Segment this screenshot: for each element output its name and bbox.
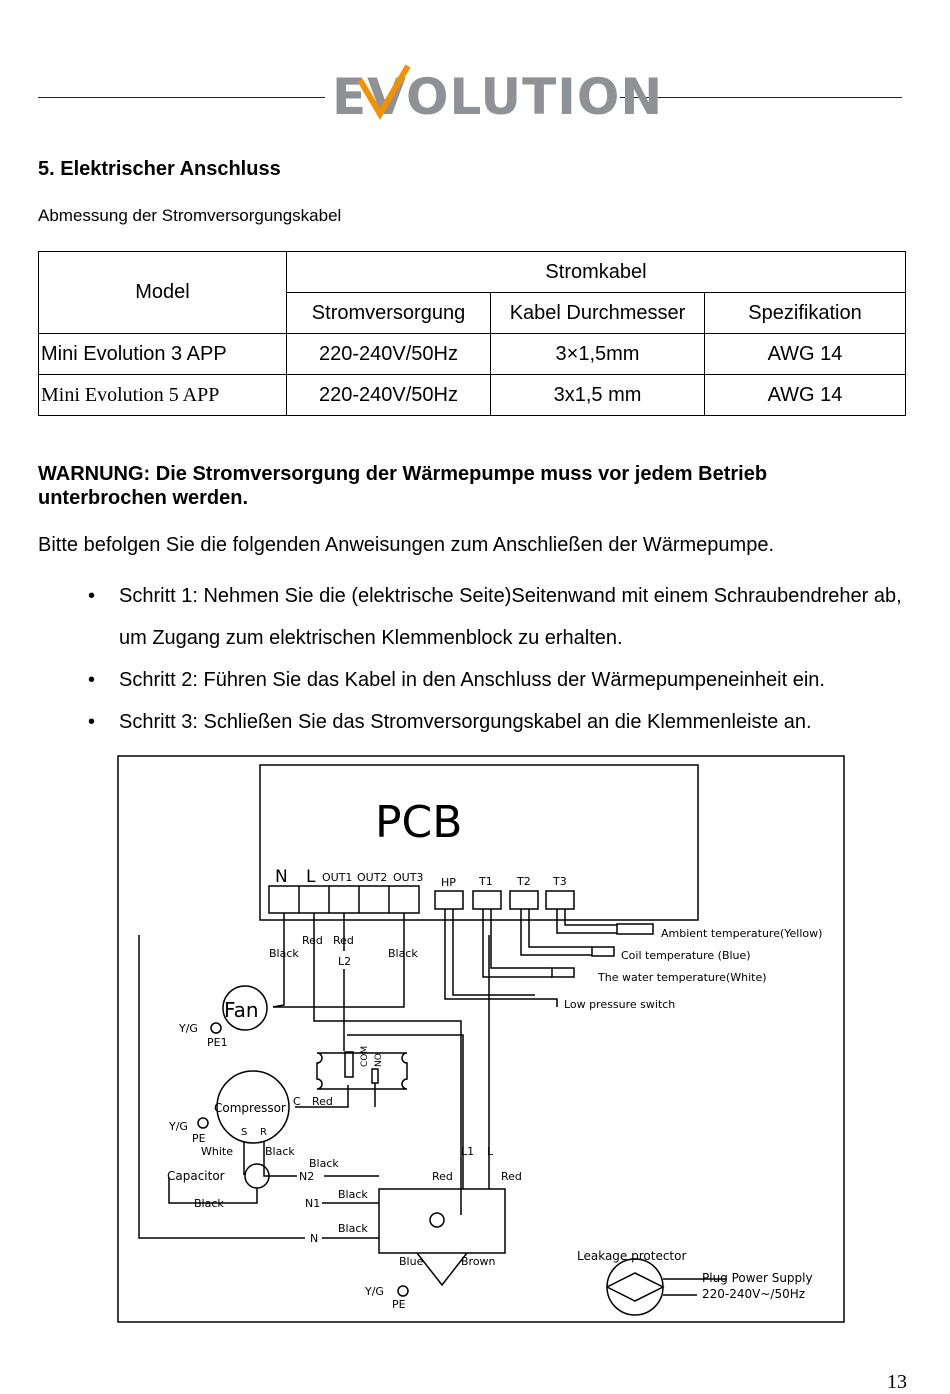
table-row xyxy=(39,375,906,416)
red-label: Red xyxy=(432,1170,453,1183)
pe1-label: PE1 xyxy=(207,1036,228,1049)
leakage-protector-box xyxy=(379,1189,505,1253)
l1-label: L1 xyxy=(461,1145,475,1158)
yg-label: Y/G xyxy=(169,1120,188,1133)
page-number: 13 xyxy=(887,1371,907,1393)
ground-icon xyxy=(398,1286,408,1296)
white-label: White xyxy=(201,1145,233,1158)
pe-label: PE xyxy=(392,1298,406,1311)
list-item xyxy=(88,701,918,743)
black-label: Black xyxy=(338,1222,368,1235)
red-label: Red xyxy=(501,1170,522,1183)
n-label: N xyxy=(275,867,288,887)
coil-sensor xyxy=(592,947,614,956)
section-title: 5. Elektrischer Anschluss xyxy=(38,158,281,180)
com-label: COM xyxy=(360,1045,370,1067)
steps-list xyxy=(88,575,918,743)
model-cell: Mini Evolution 3 APP xyxy=(39,334,287,375)
diameter-cell: 3×1,5mm xyxy=(491,334,705,375)
model-cell: Mini Evolution 5 APP xyxy=(39,375,287,416)
logo-text: EVOLUTION xyxy=(332,68,664,126)
c-label: C xyxy=(293,1095,301,1108)
ambient-label: Ambient temperature(Yellow) xyxy=(661,927,823,940)
capacitor-label: Capacitor xyxy=(167,1169,225,1183)
out3-label: OUT3 xyxy=(393,871,424,884)
model-header: Model xyxy=(39,252,287,334)
blue-label: Blue xyxy=(399,1255,424,1268)
ambient-sensor xyxy=(617,924,653,934)
yg-label: Y/G xyxy=(179,1022,198,1035)
step-text: Schritt 2: Führen Sie das Kabel in den Anschluss der Wärmepumpeneinheit ein. xyxy=(119,669,825,691)
header-rule-left xyxy=(38,97,325,98)
black-label: Black xyxy=(309,1157,339,1170)
n1-label: N1 xyxy=(305,1197,321,1210)
diameter-cell: 3x1,5 mm xyxy=(491,375,705,416)
cable-spec-table xyxy=(38,251,906,416)
test-button-icon xyxy=(430,1213,444,1227)
list-item xyxy=(88,659,918,701)
coil-label: Coil temperature (Blue) xyxy=(621,949,751,962)
t3-connector xyxy=(546,891,574,909)
table-row xyxy=(39,334,906,375)
bullet: • xyxy=(88,711,96,733)
relay-no-contact xyxy=(372,1069,378,1083)
column-header: Kabel Durchmesser xyxy=(491,293,705,334)
red-label: Red xyxy=(333,934,354,947)
black-label: Black xyxy=(194,1197,224,1210)
terminal-block xyxy=(269,886,419,913)
list-item xyxy=(88,575,918,659)
supply-cell: 220-240V/50Hz xyxy=(287,334,491,375)
plug-icon xyxy=(607,1259,663,1315)
plug-label: Plug Power Supply xyxy=(702,1271,813,1285)
l2-label: L2 xyxy=(338,955,352,968)
t1-label: T1 xyxy=(479,875,493,888)
t3-label: T3 xyxy=(553,875,567,888)
warning-text: WARNUNG: Die Stromversorgung der Wärmepumpe muss vor jedem Betrieb unterbrochen werden. xyxy=(38,463,768,509)
step-text: Schritt 3: Schließen Sie das Stromversorgungskabel an die Klemmenleiste an. xyxy=(119,711,812,733)
compressor-label: Compressor xyxy=(214,1101,286,1115)
l-label: L xyxy=(487,1145,494,1158)
intro-text: Bitte befolgen Sie die folgenden Anweisungen zum Anschließen der Wärmepumpe. xyxy=(38,534,775,556)
column-header: Stromversorgung xyxy=(287,293,491,334)
t2-label: T2 xyxy=(517,875,531,888)
black-label: Black xyxy=(269,947,299,960)
yg-label: Y/G xyxy=(365,1285,384,1298)
bullet: • xyxy=(88,585,96,607)
water-label: The water temperature(White) xyxy=(598,971,767,984)
hp-label: HP xyxy=(441,876,456,889)
column-header: Spezifikation xyxy=(705,293,906,334)
black-label: Black xyxy=(338,1188,368,1201)
supply-cell: 220-240V/50Hz xyxy=(287,375,491,416)
pcb-label: PCB xyxy=(375,797,463,848)
table-header-row xyxy=(39,252,906,293)
red-label: Red xyxy=(312,1095,333,1108)
no-label: NO xyxy=(374,1053,384,1067)
black-label: Black xyxy=(388,947,418,960)
t1-connector xyxy=(473,891,501,909)
step-text: Schritt 1: Nehmen Sie die (elektrische Seite)Seitenwand mit einem Schraubendreher ab, um Zugang zum elektrischen Klemmenblock zu erhalten. xyxy=(119,585,902,649)
leakage-label: Leakage protector xyxy=(577,1249,687,1263)
brown-label: Brown xyxy=(461,1255,496,1268)
relay-com-contact xyxy=(345,1052,353,1077)
out1-label: OUT1 xyxy=(322,871,353,884)
evolution-logo xyxy=(332,62,664,126)
wiring-diagram xyxy=(117,755,845,1323)
black-label: Black xyxy=(265,1145,295,1158)
water-sensor xyxy=(552,968,574,977)
s-label: S xyxy=(241,1127,248,1138)
hp-connector xyxy=(435,891,463,909)
section-subtitle: Abmessung der Stromversorgungskabel xyxy=(38,206,342,225)
out2-label: OUT2 xyxy=(357,871,388,884)
n2-label: N2 xyxy=(299,1170,315,1183)
red-label: Red xyxy=(302,934,323,947)
pcb-box xyxy=(260,765,698,920)
spec-cell: AWG 14 xyxy=(705,334,906,375)
fan-label: Fan xyxy=(224,998,259,1022)
lowpressure-label: Low pressure switch xyxy=(564,998,676,1011)
spec-cell: AWG 14 xyxy=(705,375,906,416)
ground-icon xyxy=(211,1023,221,1033)
voltage-label: 220-240V~/50Hz xyxy=(702,1287,806,1301)
n-label: N xyxy=(310,1232,319,1245)
l-label: L xyxy=(306,867,316,887)
ground-icon xyxy=(198,1118,208,1128)
bullet: • xyxy=(88,669,96,691)
group-header: Stromkabel xyxy=(287,252,906,293)
r-label: R xyxy=(260,1127,267,1138)
t2-connector xyxy=(510,891,538,909)
pe-label: PE xyxy=(192,1132,206,1145)
